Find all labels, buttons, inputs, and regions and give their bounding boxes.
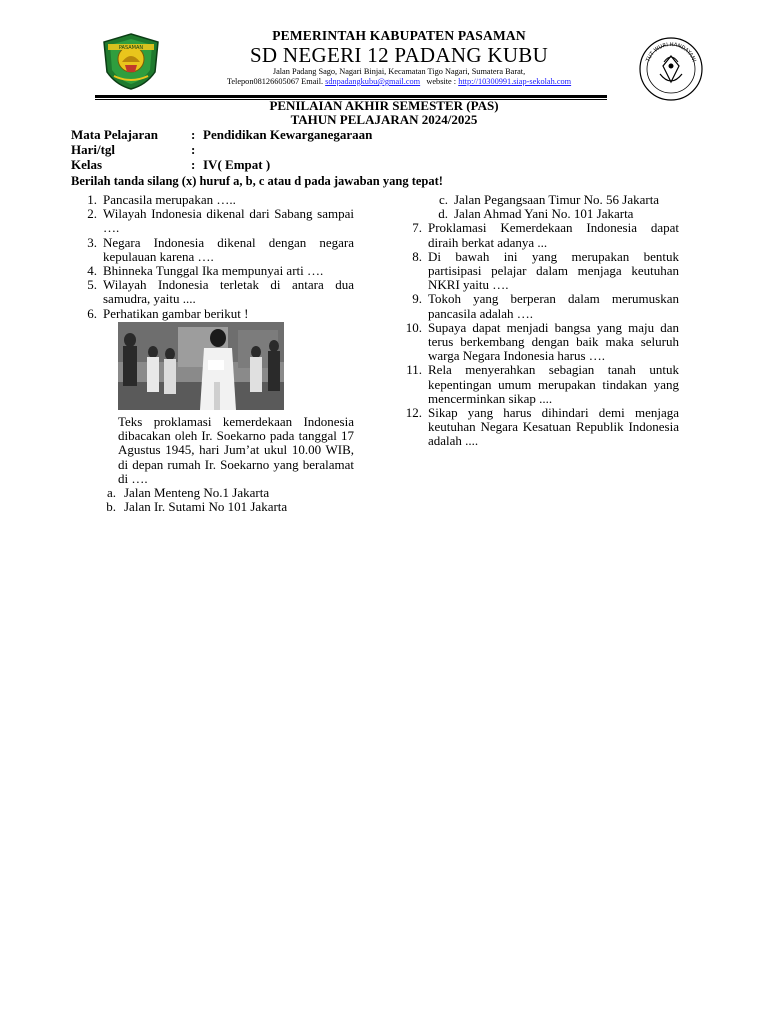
question (400, 363, 679, 406)
question-number-text: 10. (405, 319, 422, 335)
website-link[interactable]: http://10300991.siap-sekolah.com (458, 77, 572, 86)
question-text: Rela menyerahkan sebagian tanah untuk kepentingan umum merupakan tindakan yang mencerminkan sikap .... (428, 362, 679, 406)
question-text: Perhatikan gambar berikut ! (103, 305, 249, 321)
question-number (75, 278, 103, 306)
questions-column-right (400, 193, 679, 449)
question-number-text: 8. (412, 248, 422, 264)
school-name: SD NEGERI 12 PADANG KUBU (249, 43, 549, 67)
email-link[interactable]: sdnpadangkubu@gmail.com (325, 77, 421, 86)
question-text: Wilayah Indonesia dikenal dari Sabang sampai …. (103, 206, 354, 236)
answer-option-letter: b. (106, 499, 116, 515)
exam-title (0, 99, 768, 127)
question-number-text: 11. (406, 362, 422, 378)
question-number-text: 12. (405, 405, 422, 421)
meta-colon: : (191, 127, 196, 142)
question-number (400, 250, 428, 293)
meta-value: Pendidikan Kewarganegaraan (203, 127, 373, 142)
website-prefix: website : (426, 77, 457, 86)
question (75, 236, 354, 264)
question-number (75, 193, 103, 207)
meta-key: Kelas (71, 157, 103, 172)
question-number-text: 3. (87, 234, 97, 250)
question-number (75, 207, 103, 235)
question (75, 264, 354, 278)
tut-wuri-handayani-emblem-icon (638, 36, 704, 102)
question-number-text: 7. (412, 220, 422, 236)
question (75, 207, 354, 235)
answer-option[interactable] (436, 207, 679, 221)
question-number-text: 1. (87, 192, 97, 207)
answer-option[interactable] (436, 193, 679, 207)
question-text: Pancasila merupakan ….. (103, 192, 236, 207)
question-number-text: 2. (87, 206, 97, 222)
question (400, 250, 679, 293)
question-paragraph: Teks proklamasi kemerdekaan Indonesia dibacakan oleh Ir. Soekarno pada tanggal 17 Agustus 1945, hari Jum’at ukul 10.00 WIB, di depan rumah Ir. Soekarno yang beralamat di …. (118, 414, 354, 486)
question-number (400, 406, 428, 449)
question-number-text: 4. (87, 263, 97, 279)
question-number (400, 221, 428, 249)
question (75, 307, 354, 321)
answer-option-text: Jalan Ir. Sutami No 101 Jakarta (124, 499, 288, 515)
logo-right-text: TUT WURI HANDAYANI (645, 41, 697, 63)
questions-column-left (75, 193, 354, 514)
answer-option-letter: a. (106, 485, 116, 501)
meta-row (71, 142, 372, 157)
pasaman-regency-emblem-icon (100, 32, 162, 90)
meta-colon: : (191, 157, 196, 172)
letterhead-text (160, 28, 638, 87)
answer-option-text: Jalan Pegangsaan Timur No. 56 Jakarta (454, 192, 660, 207)
question-text: Proklamasi Kemerdekaan Indonesia dapat diraih berkat adanya ... (428, 220, 679, 250)
question-number (400, 321, 428, 364)
meta-value: IV( Empat ) (203, 157, 271, 172)
question-text: Supaya dapat menjadi bangsa yang maju dan terus berkembang dengan baik maka seluruh warga Negara Indonesia harus …. (428, 319, 679, 364)
meta-colon: : (191, 142, 196, 157)
school-contact (160, 77, 638, 87)
school-address: Jalan Padang Sago, Nagari Binjai, Kecamatan Tigo Nagari, Sumatera Barat, (272, 67, 526, 76)
question (75, 278, 354, 306)
answer-option[interactable] (103, 500, 354, 514)
question (400, 321, 679, 364)
question-number (75, 264, 103, 278)
logo-left-text: PASAMAN (118, 45, 144, 51)
answer-option-letter: d. (438, 206, 448, 222)
question-text: Di bawah ini yang merupakan bentuk partisipasi pelajar dalam menjaga keutuhan NKRI yaitu …. (428, 248, 679, 293)
meta-row (71, 127, 372, 142)
question (400, 406, 679, 449)
government-name: PEMERINTAH KABUPATEN PASAMAN (272, 28, 526, 43)
question-text: Tokoh yang berperan dalam merumuskan pancasila adalah …. (428, 291, 679, 321)
instruction: Berilah tanda silang (x) huruf a, b, c atau d pada jawaban yang tepat! (71, 174, 443, 188)
question-number-text: 5. (87, 277, 97, 293)
exam-meta (71, 127, 372, 172)
question-number (75, 307, 103, 321)
question-number (400, 363, 428, 406)
contact-prefix: Telepon08126605067 Email. (226, 77, 324, 86)
question-text: Negara Indonesia dikenal dengan negara kepulauan karena …. (103, 234, 354, 264)
question-number (400, 292, 428, 320)
exam-title-line1: PENILAIAN AKHIR SEMESTER (PAS) (269, 98, 499, 113)
proclamation-photo (118, 322, 284, 410)
answer-option-text: Jalan Menteng No.1 Jakarta (124, 485, 270, 501)
meta-key: Hari/tgl (71, 142, 116, 157)
meta-key: Mata Pelajaran (71, 127, 159, 142)
question-text: Wilayah Indonesia terletak di antara dua samudra, yaitu .... (103, 277, 354, 307)
question-number-text: 6. (87, 305, 97, 321)
question (75, 193, 354, 207)
question (400, 292, 679, 320)
question-text: Sikap yang harus dihindari demi menjaga keutuhan Negara Kesatuan Republik Indonesia adalah .... (428, 405, 679, 449)
letterhead (60, 28, 708, 98)
answer-option-text: Jalan Ahmad Yani No. 101 Jakarta (454, 206, 634, 222)
answer-option-letter: c. (438, 192, 448, 207)
answer-option[interactable] (103, 486, 354, 500)
question-number-text: 9. (412, 291, 422, 307)
question-text: Bhinneka Tunggal Ika mempunyai arti …. (103, 263, 324, 279)
meta-row (71, 157, 372, 172)
question (400, 221, 679, 249)
exam-title-line2: TAHUN PELAJARAN 2024/2025 (290, 112, 478, 127)
question-number (75, 236, 103, 264)
